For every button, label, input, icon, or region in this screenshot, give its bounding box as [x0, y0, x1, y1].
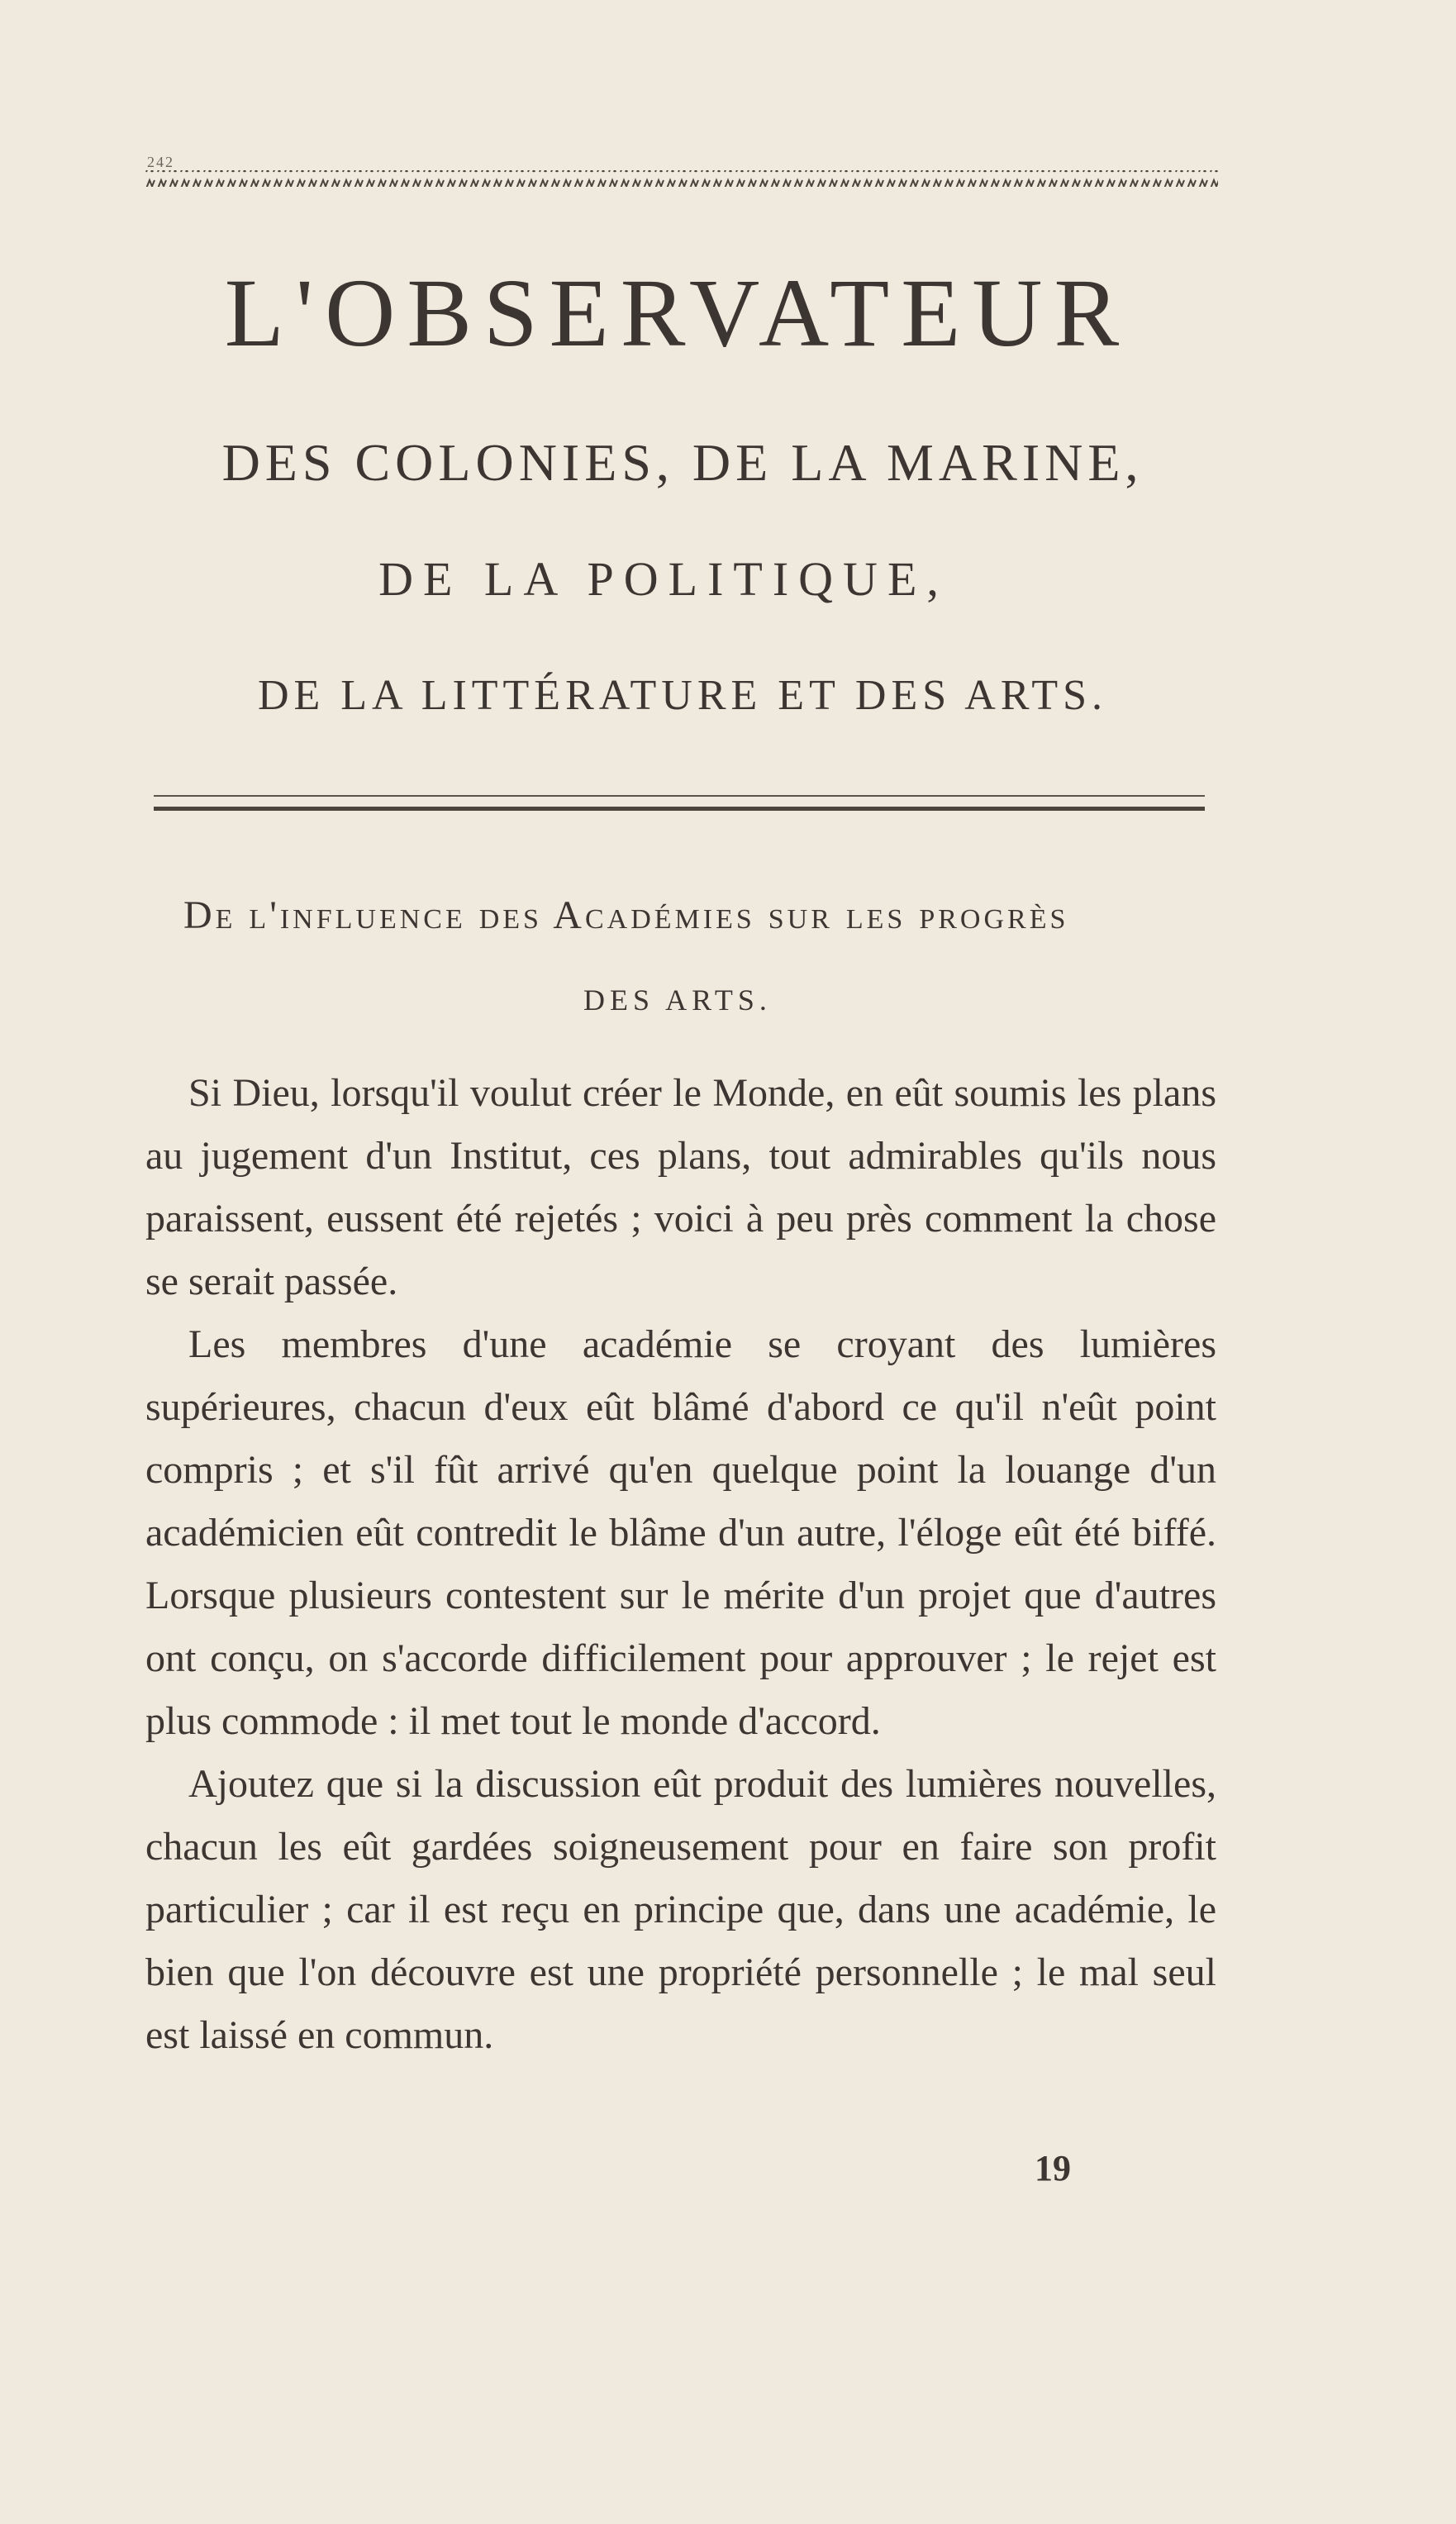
- running-head: 242: [147, 154, 174, 170]
- article-title-line-1: De l'influence des Académies sur les progrès: [183, 893, 1069, 937]
- article-title-line-2: DES ARTS.: [583, 983, 772, 1017]
- masthead-subtitle-2: DE LA POLITIQUE,: [378, 552, 949, 606]
- paragraph: Ajoutez que si la discussion eût produit des lumières nouvelles, chacun les eût gardées soigneusement pour en faire son profit particulier ; car il est reçu en principe que, dans une académie, le bien que l'on découvre est une propriété personnelle ; le mal seul est laissé en commun.: [145, 1762, 1216, 2057]
- paragraph: Les membres d'une académie se croyant des lumières supérieures, chacun d'eux eût blâmé d'abord ce qu'il n'eût point compris ; et s'il fût arrivé qu'en quelque point la louange d'un académicien eût contredit le blâme d'un autre, l'éloge eût été biffé. Lorsque plusieurs contestent sur le mérite d'un projet que d'autres ont conçu, on s'accorde difficilement pour approuver ; le rejet est plus commode : il met tout le monde d'accord.: [145, 1322, 1216, 1743]
- signature-mark: 19: [1035, 2148, 1071, 2188]
- ornamental-border: [145, 159, 1218, 192]
- article-title: [183, 893, 1225, 937]
- divider-rule-thin: [154, 795, 1205, 797]
- masthead-subtitle-1: DES COLONIES, DE LA MARINE,: [221, 433, 1144, 492]
- divider-rule-thick: [154, 807, 1205, 811]
- masthead-title: L'OBSERVATEUR: [224, 259, 1131, 367]
- article-body: [145, 1062, 1216, 2067]
- paragraph: Si Dieu, lorsqu'il voulut créer le Monde, en eût soumis les plans au jugement d'un Institut, ces plans, tout admirables qu'ils nous paraissent, eussent été rejetés ; voici à peu près comment la chose se serait passée.: [145, 1071, 1216, 1303]
- masthead-subtitle-3: DE LA LITTÉRATURE ET DES ARTS.: [257, 672, 1108, 719]
